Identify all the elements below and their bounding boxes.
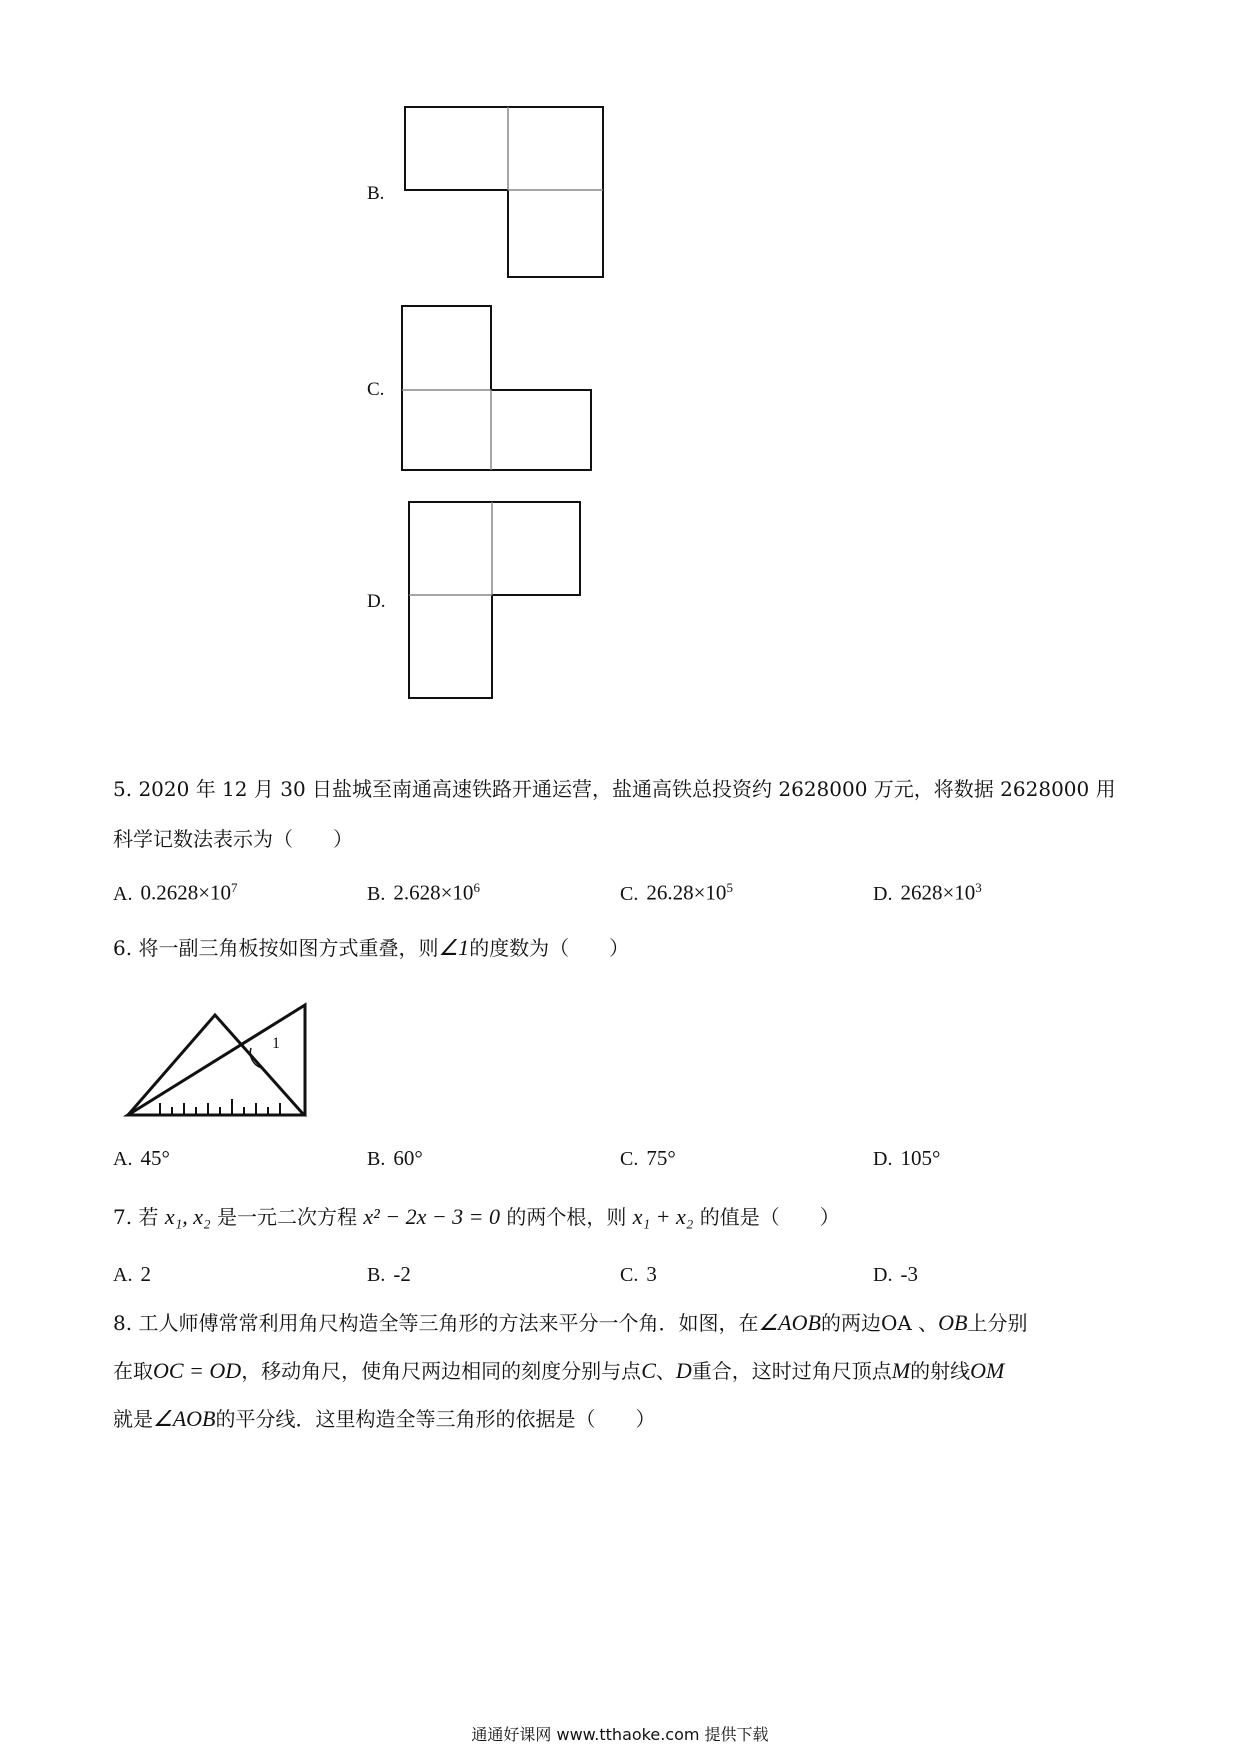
option-letter: C. <box>620 882 639 905</box>
option-letter: C. <box>620 1264 639 1286</box>
option-d-label: D. <box>367 591 386 612</box>
roots-sum: x₁ + x₂ <box>632 1204 694 1229</box>
option-letter: A. <box>113 1148 133 1170</box>
q8-text-line2 <box>113 1355 1004 1387</box>
option-value: 105° <box>900 1146 941 1170</box>
option-c-label: C. <box>367 379 385 400</box>
option-value: -2 <box>393 1262 411 1286</box>
option-letter: D. <box>873 1264 893 1286</box>
q5-option-b[interactable] <box>367 880 480 906</box>
q5-option-c[interactable] <box>620 880 733 906</box>
q7-option-a[interactable] <box>113 1262 151 1287</box>
q7-option-c[interactable] <box>620 1262 657 1287</box>
q7-option-b[interactable] <box>367 1262 411 1287</box>
q7-option-d[interactable] <box>873 1262 918 1287</box>
option-value: 2 <box>140 1262 151 1286</box>
option-letter: A. <box>113 1264 133 1286</box>
roots: x₁, x₂ <box>164 1204 211 1229</box>
set-squares-figure <box>128 1005 305 1115</box>
option-value: 60° <box>393 1146 423 1170</box>
q8-l2-e: 重合，这时过角尺顶点 <box>691 1359 892 1383</box>
exponent: 5 <box>726 880 733 895</box>
q5-text-line1: 5. 2020 年 12 月 30 日盐城至南通高速铁路开通运营，盐通高铁总投资约 2628000 万元，将数据 2628000 用 <box>113 777 1116 801</box>
option-value: -3 <box>900 1262 918 1286</box>
q8-text-line1 <box>113 1307 1027 1339</box>
q8-l3-b: 的平分线．这里构造全等三角形的依据是（ ） <box>215 1407 656 1431</box>
page-footer: 通通好课网 www.tthaoke.com 提供下载 <box>471 1725 769 1744</box>
option-b-label: B. <box>367 183 385 204</box>
exponent: 3 <box>975 880 982 895</box>
q8-text-line3 <box>113 1403 656 1435</box>
q7-text-a: 7. 若 <box>113 1205 159 1229</box>
mantissa: 2.628 <box>393 880 441 905</box>
q5-option-a[interactable] <box>113 880 238 906</box>
q6-text-a: 6. 将一副三角板按如图方式重叠，则 <box>113 936 439 960</box>
option-letter: B. <box>367 1148 386 1170</box>
option-letter: A. <box>113 882 133 905</box>
option-letter: D. <box>873 1148 893 1170</box>
times-ten: ×10 <box>198 880 232 905</box>
q7-text-c: 的两个根，则 <box>506 1205 627 1229</box>
q8-l2-d: 、 <box>655 1359 676 1383</box>
times-ten: ×10 <box>942 880 976 905</box>
times-ten: ×10 <box>440 880 474 905</box>
option-letter: B. <box>367 882 386 905</box>
mantissa: 2628 <box>900 880 943 905</box>
option-value: 45° <box>140 1146 170 1170</box>
ruler-ticks <box>160 1099 280 1115</box>
option-value: 3 <box>646 1262 657 1286</box>
q8-l2-f: 的射线 <box>910 1359 971 1383</box>
option-letter: C. <box>620 1148 639 1170</box>
oc-equals-od: OC = OD <box>153 1358 242 1383</box>
q5-text-line2: 科学记数法表示为（ ） <box>113 827 353 851</box>
q5-option-d[interactable] <box>873 880 982 906</box>
q7-text-b: 是一元二次方程 <box>217 1205 357 1229</box>
ray-om: OM <box>970 1358 1005 1383</box>
point-c: C <box>641 1358 656 1383</box>
net-figure-d <box>409 502 580 698</box>
q8-l2-a: 在取 <box>113 1359 153 1383</box>
q6-text-b: 的度数为（ ） <box>469 936 630 960</box>
mantissa: 0.2628 <box>140 880 199 905</box>
option-letter: D. <box>873 882 893 905</box>
q8-l1-c: 上分别 <box>967 1311 1028 1335</box>
mantissa: 26.28 <box>646 880 694 905</box>
q6-option-b[interactable] <box>367 1146 423 1171</box>
exponent: 6 <box>473 880 480 895</box>
net-figure-b <box>405 107 603 277</box>
q7-text-d: 的值是（ ） <box>699 1205 840 1229</box>
segment-ob: OB <box>938 1310 968 1335</box>
q6-option-a[interactable] <box>113 1146 170 1171</box>
option-letter: B. <box>367 1264 386 1286</box>
q6-option-d[interactable] <box>873 1146 940 1171</box>
angle-1: ∠1 <box>438 935 470 960</box>
q8-l1-b: 的两边OA 、 <box>820 1311 939 1335</box>
angle-aob: ∠AOB <box>153 1406 216 1431</box>
angle-aob: ∠AOB <box>758 1310 821 1335</box>
q6-text <box>113 932 629 964</box>
point-m: M <box>891 1358 911 1383</box>
angle-1-figure-label: 1 <box>272 1035 280 1052</box>
quadratic-equation: x² − 2x − 3 = 0 <box>363 1204 501 1229</box>
q8-l1-a: 8. 工人师傅常常利用角尺构造全等三角形的方法来平分一个角．如图，在 <box>113 1311 759 1335</box>
option-value: 75° <box>646 1146 676 1170</box>
point-d: D <box>675 1358 692 1383</box>
q7-text <box>113 1201 840 1233</box>
exponent: 7 <box>231 880 238 895</box>
q6-option-c[interactable] <box>620 1146 676 1171</box>
net-figure-c <box>402 306 591 470</box>
times-ten: ×10 <box>693 880 727 905</box>
q8-l3-a: 就是 <box>113 1407 153 1431</box>
q8-l2-b: ，移动角尺，使角尺两边相同的刻度分别与点 <box>241 1359 642 1383</box>
